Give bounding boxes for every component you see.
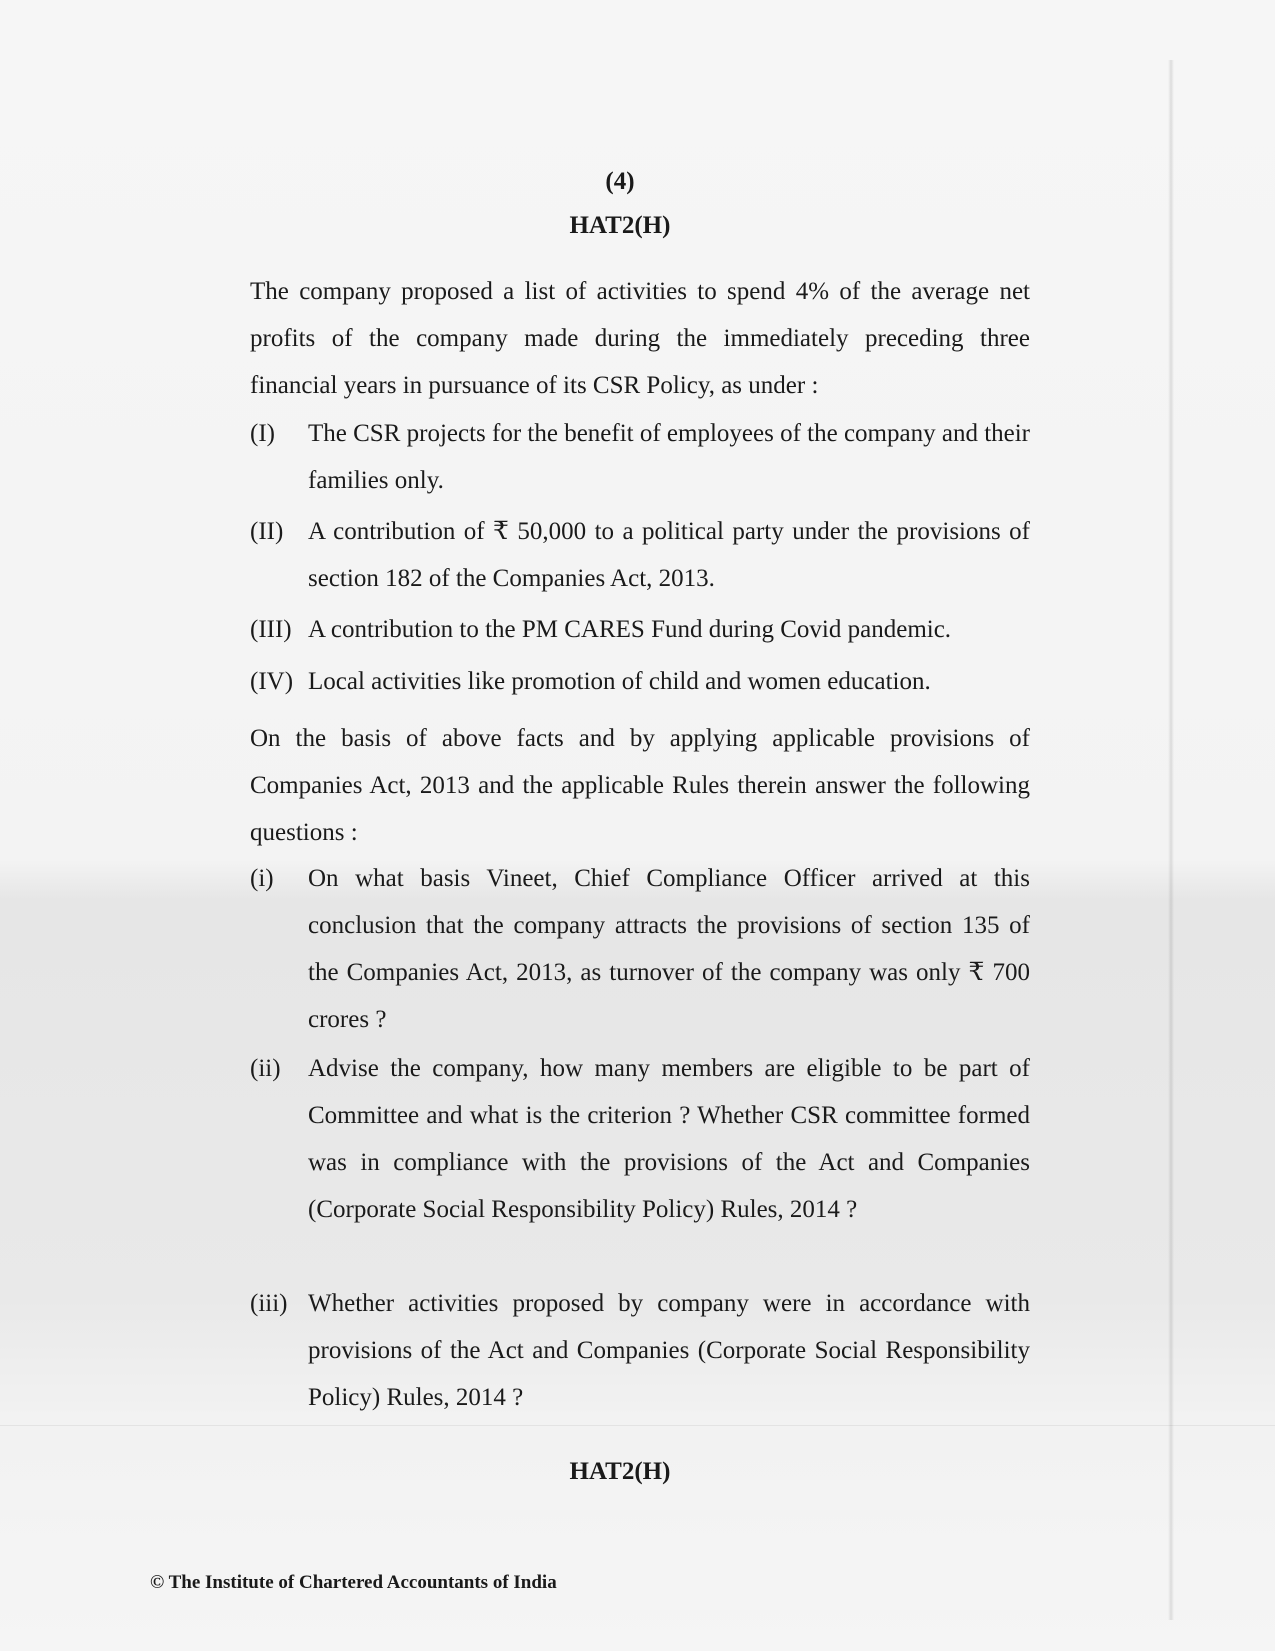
activity-text: Local activities like promotion of child and women education. (308, 668, 931, 695)
page-number: (4) (605, 168, 635, 195)
question-number: (iii) (250, 1290, 288, 1317)
basis-paragraph: On the basis of above facts and by applying applicable provisions of Companies Act, 2013 and the applicable Rules therein answer the following questions : (250, 725, 1030, 846)
question-item (250, 1045, 1030, 1233)
activity-number: (II) (250, 518, 284, 545)
question-text: Whether activities proposed by company were in accordance with provisions of the Act and Companies (Corporate Social Responsibility Policy) Rules, 2014 ? (308, 1290, 1030, 1411)
activity-number: (IV) (250, 668, 294, 695)
activity-item (250, 410, 1030, 504)
activity-text: A contribution of ₹ 50,000 to a political party under the provisions of section 182 of the Companies Act, 2013. (308, 518, 1030, 592)
activity-number: (III) (250, 616, 292, 643)
paper-code-footer: HAT2(H) (569, 1458, 671, 1485)
activity-item (250, 508, 1030, 602)
activity-number: (I) (250, 420, 275, 447)
paper-code-header: HAT2(H) (569, 212, 671, 239)
question-text: On what basis Vineet, Chief Compliance Officer arrived at this conclusion that the company attracts the provisions of section 135 of the Companies Act, 2013, as turnover of the company was only ₹ 700 crores ? (308, 865, 1030, 1033)
page-fold-shadow (1168, 60, 1174, 1620)
question-number: (ii) (250, 1055, 281, 1082)
activity-text: The CSR projects for the benefit of employees of the company and their families only. (308, 420, 1031, 494)
question-text: Advise the company, how many members are eligible to be part of Committee and what is the criterion ? Whether CSR committee formed was in compliance with the provisions of the Act and Companies (Corporate Social Responsibility Policy) Rules, 2014 ? (308, 1055, 1030, 1223)
intro-paragraph: The company proposed a list of activities to spend 4% of the average net profits of the company made during the immediately preceding three financial years in pursuance of its CSR Policy, as under : (250, 278, 1030, 399)
copyright-notice: © The Institute of Chartered Accountants of India (150, 1572, 557, 1593)
activity-item (250, 658, 1030, 705)
scan-artifact-line (0, 1425, 1275, 1426)
question-item (250, 855, 1030, 1043)
activity-text: A contribution to the PM CARES Fund during Covid pandemic. (308, 616, 952, 643)
question-item (250, 1280, 1030, 1421)
question-number: (i) (250, 865, 274, 892)
activity-item (250, 606, 1030, 653)
